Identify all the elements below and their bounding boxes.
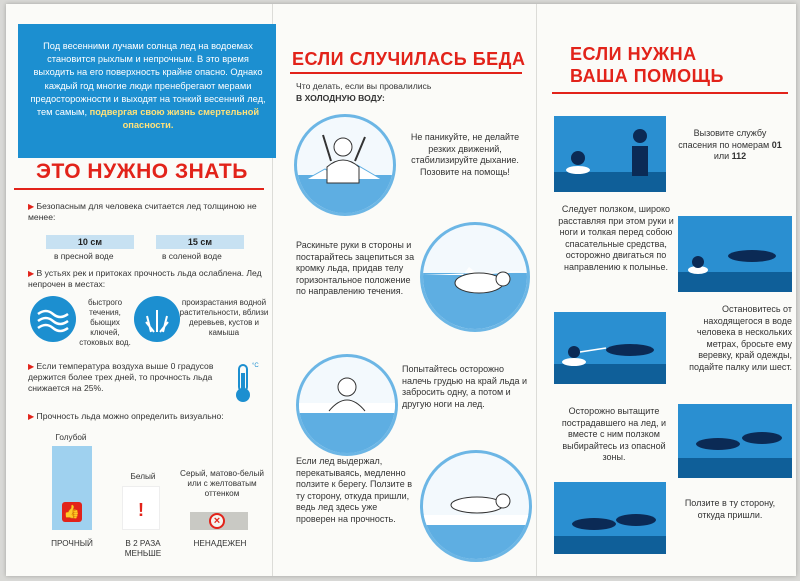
step-crawl-illustration: [420, 450, 532, 562]
crawl-rescue-illustration: [678, 216, 792, 292]
question-bold: В ХОЛОДНУЮ ВОДУ:: [296, 93, 385, 103]
crawl-back-illustration: [554, 482, 666, 554]
call-rescue-illustration: [554, 116, 666, 192]
cross-icon: ×: [209, 513, 225, 529]
temperature-text: [28, 361, 224, 394]
rope-rescue-illustration: [554, 312, 666, 384]
bullet-icon: ▶: [28, 362, 35, 371]
blue-caption: ПРОЧНЫЙ: [51, 539, 93, 548]
temperature-label: Если температура воздуха выше 0 градусов держится более трех дней, то прочность льда снижается на 25%.: [28, 361, 214, 393]
heading-underline: [552, 92, 788, 94]
help-rope-text: Остановитесь от находящегося в воде человека в нескольких метрах, бросьте ему веревку, край одежды, подайте палку или шест.: [689, 304, 792, 372]
heading-know: ЭТО НУЖНО ЗНАТЬ: [36, 160, 248, 183]
bullet-icon: ▶: [28, 412, 35, 421]
help-pull-text: Осторожно вытащите пострадавшего на лед, и вместе с ним ползком выбирайтесь из опасной зоны.: [561, 406, 667, 462]
number-01: 01: [771, 139, 782, 150]
step-panic-illustration: [294, 114, 396, 216]
question-label: Что делать, если вы провалились: [296, 81, 432, 91]
weak-ice-label: В устьях рек и притоках прочность льда ослаблена. Лед непрочен в местах:: [28, 268, 262, 289]
call-label: Вызовите службу спасения по номерам: [678, 128, 770, 150]
reeds-icon: [134, 296, 180, 342]
step-chest-illustration: [296, 354, 398, 456]
fold-line: [536, 4, 537, 576]
heading-trouble: ЕСЛИ СЛУЧИЛАСЬ БЕДА: [292, 49, 526, 69]
warning-icon: !: [138, 500, 144, 520]
heading-help-line2: ВАША ПОМОЩЬ: [570, 66, 724, 86]
number-112: 112: [731, 151, 747, 161]
fresh-label: в пресной воде: [54, 251, 114, 261]
help-call-text: [678, 128, 782, 163]
white-caption: В 2 РАЗА МЕНЬШЕ: [124, 539, 162, 558]
question-text: [296, 80, 526, 104]
visual-text: [28, 411, 266, 422]
place-current: быстрого течения, бьющих ключей, стоковых вод.: [79, 298, 131, 347]
heading-underline: [290, 72, 522, 74]
bullet-icon: ▶: [28, 202, 35, 211]
panel-help: [538, 4, 796, 576]
step-chest-text: Попытайтесь осторожно налечь грудью на край льда и забросить одну, а потом и другую ноги на лед.: [402, 364, 528, 409]
heading-help-line1: ЕСЛИ НУЖНА: [570, 44, 697, 64]
pull-out-illustration: [678, 404, 792, 478]
intro-plain: Под весенними лучами солнца лед на водоемах становится рыхлым и непрочным. В это время выходить на его поверхность крайне опасно. Однако каждый год многие люди пренебрегают мерами предосторожности и выходят на тонкий весенний лед, тем самым,: [30, 41, 266, 118]
blue-label: Голубой: [55, 433, 87, 442]
white-label: Белый: [130, 472, 156, 481]
river-current-icon: [30, 296, 76, 342]
place-vegetation: произрастания водной растительности, вблизи деревьев, кустов и камыша: [179, 298, 269, 337]
safe-ice-text: [28, 201, 266, 223]
grey-caption: НЕНАДЕЖЕН: [193, 539, 247, 548]
grey-label: Серый, матово-белый или с желтоватым оттенком: [180, 469, 264, 498]
salt-label: в соленой воде: [162, 251, 222, 261]
safe-ice-label: Безопасным для человека считается лед толщиною не менее:: [28, 201, 257, 222]
step-panic-text: Не паникуйте, не делайте резких движений, стабилизируйте дыхание. Позовите на помощь!: [410, 132, 520, 177]
visual-label: Прочность льда можно определить визуально:: [36, 411, 224, 421]
help-crawl-back-text: Ползите в ту сторону, откуда пришли.: [684, 498, 776, 520]
step-arms-illustration: [420, 222, 530, 332]
bullet-icon: ▶: [28, 269, 35, 278]
intro-text: [28, 40, 268, 132]
number-or: или: [713, 151, 730, 161]
weak-ice-text: [28, 268, 266, 290]
fresh-value: 10 см: [46, 235, 134, 249]
help-crawl-text: Следует ползком, широко расставляя при этом руки и ноги и толкая перед собою спасательные средства, осторожно двигаться по направлению к полынье.: [558, 204, 674, 272]
thumbs-up-icon: 👍: [62, 502, 82, 522]
panel-know: [6, 4, 272, 576]
salt-value: 15 см: [156, 235, 244, 249]
heading-underline: [14, 188, 264, 190]
panel-trouble: [274, 4, 536, 576]
intro-bold: подвергая свою жизнь смертельной опасности.: [89, 107, 260, 131]
celsius-label: °C: [252, 363, 259, 369]
step-arms-text: Раскиньте руки в стороны и постарайтесь зацепиться за кромку льда, придав телу горизонтальное положение по направлению течения.: [296, 240, 415, 296]
brochure-sheet: [6, 4, 796, 576]
thermometer-icon: [228, 361, 264, 405]
step-crawl-text: Если лед выдержал, перекатываясь, медленно ползите к берегу. Ползите в ту сторону, откуда пришли, ведь лед здесь уже проверен на прочность.: [296, 456, 412, 524]
